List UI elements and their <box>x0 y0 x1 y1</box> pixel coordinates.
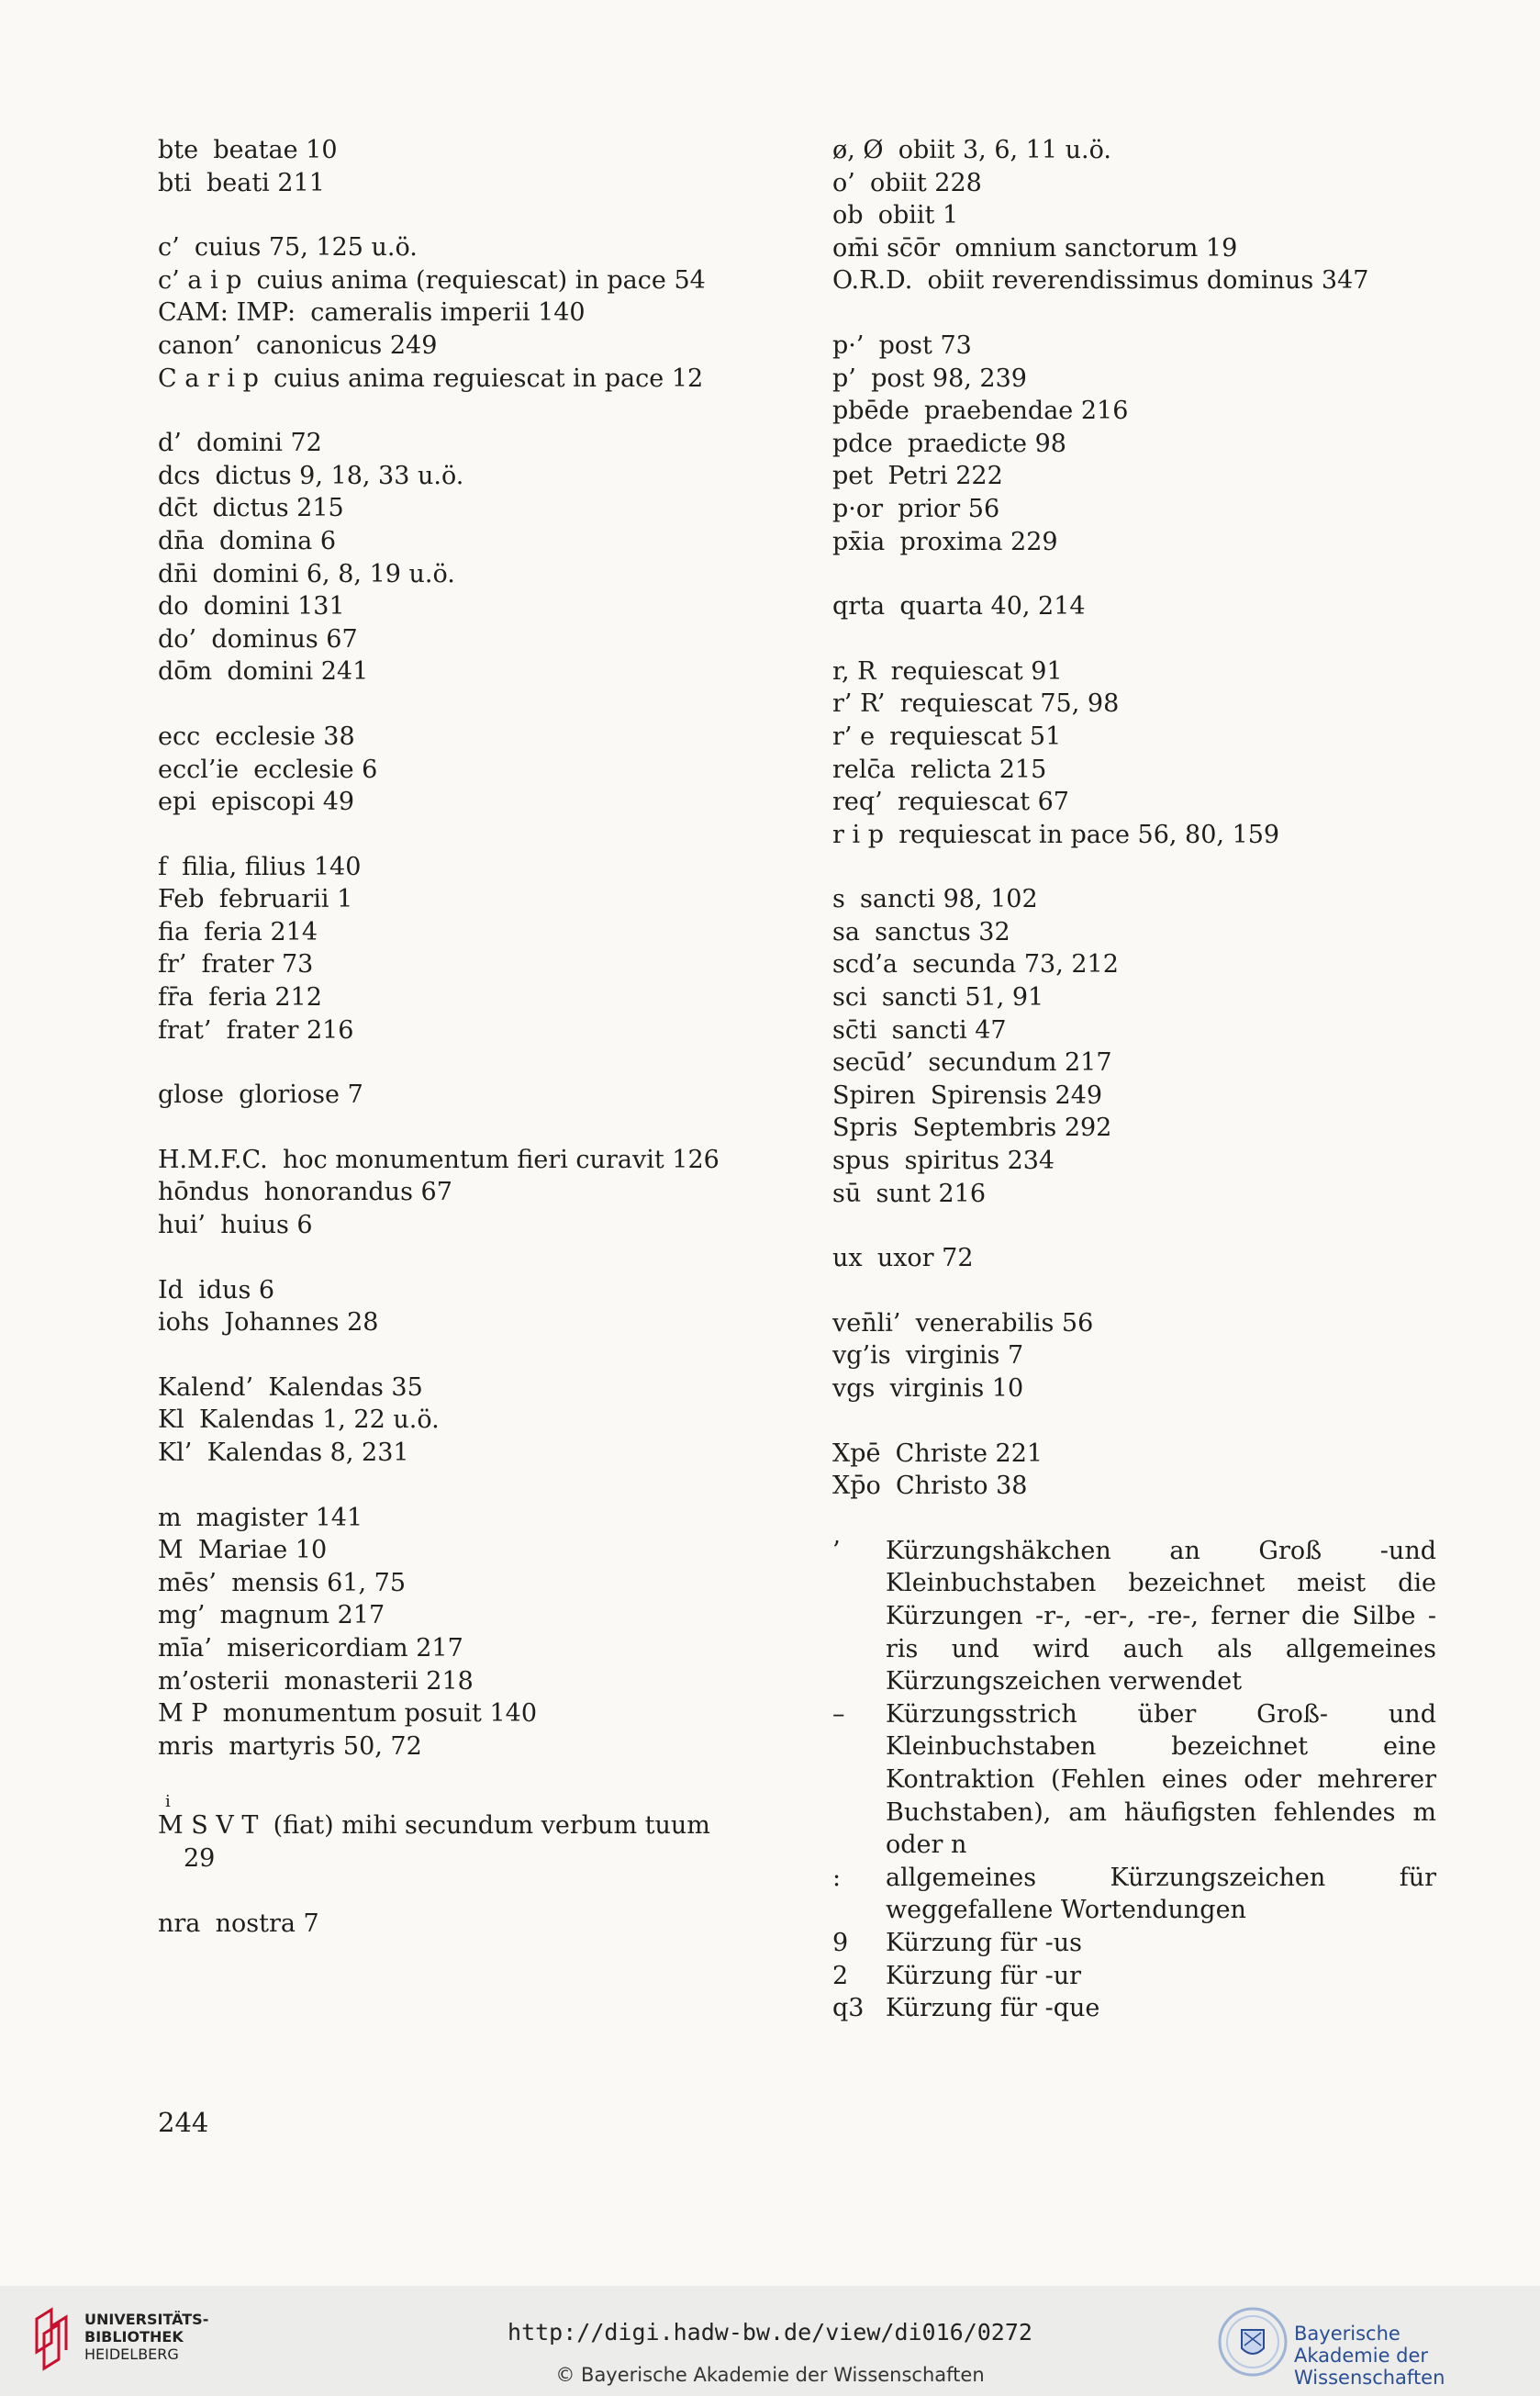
expansion: februarii 1 <box>218 885 353 914</box>
abbreviation-entry <box>158 1014 800 1047</box>
abbreviation-entry <box>158 427 800 460</box>
academy-line-2: Akademie der Wissenschaften <box>1294 2345 1445 2389</box>
abbreviation-entry <box>158 948 800 981</box>
abbreviation: ob <box>832 201 864 230</box>
expansion: Johannes 28 <box>224 1308 379 1338</box>
abbreviation: s <box>832 885 845 914</box>
academy-line-1: Bayerische <box>1294 2323 1401 2345</box>
abbreviation: p·’ <box>832 330 865 360</box>
superscript-mark: i <box>165 1792 171 1812</box>
abbreviation: dc̄t <box>158 494 198 523</box>
abbreviation-entry <box>832 1178 1456 1211</box>
abbreviation: ux <box>832 1244 863 1273</box>
note-text: Kürzungsstrich über Groß- und Kleinbuchstaben bezeichnet eine Kontraktion (Fehlen eines oder mehrerer Buchstaben), am häufigsten fehlendes m oder n <box>886 1699 1436 1860</box>
expansion: beati 211 <box>206 168 325 197</box>
expansion: episcopi 49 <box>211 788 355 817</box>
entry-group <box>832 134 1456 297</box>
abbreviation-entry <box>158 1697 800 1730</box>
abbreviation: mīa’ <box>158 1633 212 1663</box>
abbreviation-entry <box>158 1730 800 1763</box>
expansion: proxima 229 <box>899 527 1058 556</box>
expansion: feria 214 <box>204 917 318 946</box>
institution-line-2: BIBLIOTHEK <box>84 2328 184 2346</box>
abbreviation: px̄ia <box>832 527 886 556</box>
note-item <box>832 1960 1456 1993</box>
note-text: Kürzung für -ur <box>886 1961 1082 1990</box>
abbreviation-entry <box>832 1339 1456 1372</box>
abbreviation-entry <box>832 721 1456 754</box>
abbreviation-entry <box>158 1567 800 1600</box>
expansion: beatae 10 <box>213 136 338 164</box>
note-text: Kürzungshäkchen an Groß -und Kleinbuchstaben bezeichnet meist die Kürzungen -r-, -er-, -re-, ferner die Silbe -ris und wird auch als allgemeines Kürzungszeichen verwendet <box>886 1536 1436 1696</box>
abbreviation-entry <box>158 1274 800 1307</box>
expansion: virginis 10 <box>889 1374 1024 1403</box>
abbreviation-entry <box>158 1502 800 1535</box>
academy-name <box>1294 2323 1540 2389</box>
expansion: Kalendas 35 <box>268 1372 423 1402</box>
abbreviation: p·or <box>832 494 884 523</box>
note-item <box>832 1992 1456 2025</box>
abbreviation: Spiren <box>832 1080 916 1110</box>
abbreviation: sa <box>832 917 860 946</box>
abbreviation-entry <box>158 1372 800 1405</box>
entry-group <box>158 134 800 199</box>
abbreviation: r i p <box>832 820 884 849</box>
expansion: monumentum posuit 140 <box>222 1699 538 1729</box>
expansion: Petri 222 <box>887 462 1003 491</box>
abbreviation: CAM: IMP: <box>158 298 296 328</box>
abbreviation-entry <box>158 1599 800 1632</box>
expansion: secundum 217 <box>928 1048 1112 1078</box>
abbreviation: m <box>158 1503 182 1532</box>
expansion: spiritus 234 <box>904 1147 1055 1176</box>
abbreviation-entry <box>832 688 1456 721</box>
abbreviation-entry <box>158 1632 800 1665</box>
abbreviation-entry <box>158 363 800 396</box>
abbreviation-entry <box>832 1307 1456 1340</box>
entry-group <box>158 231 800 395</box>
abbreviation-entry <box>158 721 800 754</box>
expansion: requiescat 67 <box>897 788 1069 817</box>
note-symbol: : <box>832 1863 842 1892</box>
abbreviation: fr’ <box>158 950 187 980</box>
expansion: sancti 51, 91 <box>881 983 1044 1013</box>
expansion: martyris 50, 72 <box>229 1731 422 1761</box>
abbreviation-entry <box>832 819 1456 852</box>
abbreviation: Kl <box>158 1405 184 1435</box>
left-column <box>158 134 800 1972</box>
expansion: post 98, 239 <box>871 364 1027 393</box>
abbreviation: om̄i sc̄ōr <box>832 233 941 263</box>
expansion: nostra 7 <box>215 1909 319 1938</box>
expansion: uxor 72 <box>876 1244 974 1273</box>
note-text: Kürzung für -que <box>886 1994 1100 2023</box>
abbreviation-entry <box>158 330 800 363</box>
abbreviation: m’osterii <box>158 1666 270 1696</box>
institution-line-1: UNIVERSITÄTS- <box>84 2311 209 2328</box>
note-item <box>832 1698 1456 1862</box>
expansion: Septembris 292 <box>912 1114 1112 1143</box>
abbreviation: dn̄a <box>158 526 205 555</box>
note-text: Kürzung für -us <box>886 1928 1082 1957</box>
entry-group <box>832 655 1456 852</box>
abbreviation: c’ <box>158 233 180 263</box>
abbreviation-entry <box>158 754 800 787</box>
abbreviation: mēs’ <box>158 1568 218 1597</box>
abbreviation: Kl’ <box>158 1439 193 1467</box>
abbreviation: fr̄a <box>158 983 194 1013</box>
abbreviation: epi <box>158 788 196 817</box>
abbreviation-entry <box>832 1145 1456 1178</box>
entry-group <box>158 1502 800 1763</box>
expansion: requiescat 75, 98 <box>899 689 1120 719</box>
expansion: obiit 1 <box>877 201 959 230</box>
abbreviation-entry <box>832 264 1456 297</box>
abbreviation-entry <box>832 1112 1456 1145</box>
abbreviation: Kalend’ <box>158 1372 254 1402</box>
note-symbol: 2 <box>832 1961 849 1990</box>
expansion: hoc monumentum fieri curavit 126 <box>282 1145 720 1174</box>
abbreviation-entry <box>158 623 800 656</box>
abbreviation: canon’ <box>158 330 241 360</box>
expansion: mensis 61, 75 <box>231 1568 406 1597</box>
abbreviation-entry <box>158 134 800 167</box>
abbreviation-entry <box>832 786 1456 819</box>
abbreviation-entry <box>832 428 1456 461</box>
expansion: omnium sanctorum 19 <box>954 233 1238 263</box>
expansion: domini 131 <box>203 592 345 621</box>
note-symbol: ’ <box>832 1536 841 1565</box>
expansion: relicta 215 <box>909 755 1047 784</box>
entry-group <box>158 1274 800 1339</box>
entry-group <box>832 883 1456 1210</box>
page-reference: 29 <box>184 1843 216 1873</box>
abbreviation: pet <box>832 462 874 491</box>
abbreviation-entry <box>158 167 800 200</box>
entry-group <box>832 1438 1456 1503</box>
expansion: filia, filius 140 <box>182 852 362 881</box>
abbreviation-entry <box>158 492 800 525</box>
abbreviation: qrta <box>832 592 886 621</box>
abbreviation: c’ a i p <box>158 265 242 295</box>
entry-group <box>832 330 1456 558</box>
expansion: obiit 3, 6, 11 u.ö. <box>898 136 1111 164</box>
abbreviation-entry <box>832 167 1456 200</box>
abbreviation-entry <box>158 590 800 623</box>
expansion: (fiat) mihi secundum verbum tuum <box>273 1811 710 1841</box>
expansion: Kalendas 8, 231 <box>206 1439 409 1467</box>
expansion: obiit 228 <box>870 168 982 197</box>
expansion: feria 212 <box>208 983 322 1013</box>
abbreviation-notes <box>832 1535 1456 2025</box>
abbreviation: fia <box>158 917 190 946</box>
entry-group <box>832 590 1456 623</box>
abbreviation-entry <box>158 1665 800 1698</box>
expansion: cuius anima (requiescat) in pace 54 <box>256 265 706 295</box>
entry-group <box>158 1144 800 1242</box>
abbreviation: vg’is <box>832 1341 891 1371</box>
abbreviation-entry <box>158 297 800 330</box>
expansion: idus 6 <box>198 1275 275 1304</box>
abbreviation-entry <box>832 1438 1456 1471</box>
abbreviation: mris <box>158 1731 215 1761</box>
expansion: secunda 73, 212 <box>912 950 1119 980</box>
abbreviation: M <box>158 1536 184 1565</box>
abbreviation-entry <box>832 981 1456 1014</box>
abbreviation-entry <box>158 1908 800 1941</box>
academy-seal-icon <box>1211 2302 1294 2381</box>
abbreviation: Xp̄o <box>832 1472 881 1501</box>
institution-line-3: HEIDELBERG <box>84 2346 179 2363</box>
expansion: prior 56 <box>898 494 1000 523</box>
expansion: misericordiam 217 <box>227 1633 463 1663</box>
expansion: virginis 7 <box>905 1341 1024 1371</box>
expansion: cuius anima reguiescat in pace 12 <box>273 364 704 393</box>
note-item <box>832 1535 1456 1698</box>
abbreviation-entry <box>158 1209 800 1242</box>
abbreviation: glose <box>158 1080 225 1110</box>
entry-group <box>158 1908 800 1941</box>
abbreviation-entry <box>832 493 1456 526</box>
abbreviation-entry <box>832 526 1456 559</box>
abbreviation: sc̄ti <box>832 1015 877 1045</box>
entry-group <box>158 1372 800 1470</box>
abbreviation: req’ <box>832 788 883 817</box>
abbreviation-entry <box>832 1470 1456 1503</box>
abbreviation-entry <box>832 1372 1456 1405</box>
entry-group <box>158 851 800 1047</box>
expansion: Christo 38 <box>895 1472 1028 1501</box>
abbreviation: pbēde <box>832 397 909 426</box>
entry-group <box>158 1079 800 1112</box>
abbreviation: scd’a <box>832 950 898 980</box>
abbreviation-entry <box>832 232 1456 265</box>
abbreviation: O.R.D. <box>832 266 913 296</box>
abbreviation: relc̄a <box>832 755 896 784</box>
abbreviation: bte <box>158 136 199 164</box>
entry-group <box>158 721 800 819</box>
expansion: huius 6 <box>220 1211 313 1240</box>
abbreviation-entry <box>158 1437 800 1470</box>
expansion: cuius 75, 125 u.ö. <box>194 233 418 263</box>
abbreviation: C a r i p <box>158 364 259 393</box>
abbreviation: eccl’ie <box>158 755 240 784</box>
abbreviation: do’ <box>158 624 197 654</box>
abbreviation: pdce <box>832 429 893 458</box>
abbreviation-entry <box>158 460 800 493</box>
abbreviation-entry <box>158 786 800 819</box>
abbreviation-entry <box>158 655 800 689</box>
abbreviation: Spris <box>832 1114 898 1143</box>
abbreviation-entry <box>832 590 1456 623</box>
abbreviation: sū <box>832 1179 862 1208</box>
abbreviation: r’ R’ <box>832 689 886 719</box>
expansion: Christe 221 <box>895 1439 1043 1468</box>
expansion: gloriose 7 <box>239 1080 363 1110</box>
abbreviation-entry <box>832 948 1456 981</box>
expansion: Spirensis 249 <box>930 1080 1103 1110</box>
expansion: dictus 9, 18, 33 u.ö. <box>215 461 464 490</box>
abbreviation-entry <box>158 1144 800 1177</box>
abbreviation-entry <box>158 1404 800 1437</box>
abbreviation: M P <box>158 1699 208 1729</box>
expansion: sancti 98, 102 <box>860 885 1038 914</box>
entry-group <box>158 1792 800 1875</box>
abbreviation: Id <box>158 1275 184 1304</box>
abbreviation: frat’ <box>158 1015 212 1045</box>
abbreviation: H.M.F.C. <box>158 1145 268 1174</box>
expansion: requiescat 51 <box>889 722 1062 751</box>
abbreviation: ven̄li’ <box>832 1308 901 1338</box>
abbreviation: bti <box>158 168 192 197</box>
expansion: domina 6 <box>218 526 336 555</box>
abbreviation-entry <box>832 460 1456 493</box>
expansion: post 73 <box>878 330 972 360</box>
abbreviation: r’ e <box>832 722 876 751</box>
abbreviation: mg’ <box>158 1601 206 1630</box>
abbreviation-entry <box>832 1080 1456 1113</box>
expansion: sunt 216 <box>876 1179 987 1208</box>
expansion: domini 6, 8, 19 u.ö. <box>212 559 455 588</box>
expansion: canonicus 249 <box>256 330 438 360</box>
abbreviation: dn̄i <box>158 559 198 588</box>
expansion: ecclesie 38 <box>215 722 355 751</box>
abbreviation: dcs <box>158 461 201 490</box>
note-item <box>832 1862 1456 1927</box>
abbreviation-entry <box>158 558 800 591</box>
abbreviation: vgs <box>832 1374 876 1403</box>
expansion: praebendae 216 <box>924 397 1129 426</box>
note-item <box>832 1927 1456 1960</box>
abbreviation-entry <box>832 134 1456 167</box>
expansion: magnum 217 <box>219 1601 385 1630</box>
abbreviation-entry <box>158 1809 800 1842</box>
expansion: honorandus 67 <box>263 1178 452 1207</box>
abbreviation: p’ <box>832 364 856 393</box>
abbreviation-entry <box>832 916 1456 949</box>
abbreviation-entry <box>158 916 800 949</box>
note-symbol: – <box>832 1699 845 1729</box>
abbreviation-entry <box>832 330 1456 363</box>
abbreviation-entry <box>832 754 1456 787</box>
note-text: allgemeines Kürzungszeichen für weggefallene Wortendungen <box>886 1863 1436 1925</box>
expansion: requiescat in pace 56, 80, 159 <box>898 820 1280 849</box>
abbreviation: ø, Ø <box>832 136 884 164</box>
entry-group <box>832 1242 1456 1275</box>
expansion: domini 241 <box>227 657 369 687</box>
abbreviation-entry <box>158 1306 800 1339</box>
expansion: cameralis imperii 140 <box>310 298 586 328</box>
entry-group <box>158 427 800 689</box>
abbreviation: d’ <box>158 429 182 458</box>
abbreviation-entry <box>158 525 800 558</box>
note-symbol: 9 <box>832 1928 849 1957</box>
abbreviation: M S V T <box>158 1811 259 1841</box>
abbreviation-entry <box>158 883 800 916</box>
copyright-notice: © Bayerische Akademie der Wissenschaften <box>555 2364 985 2386</box>
abbreviation: hui’ <box>158 1211 206 1240</box>
permalink-url[interactable]: http://digi.hadw-bw.de/view/di016/0272 <box>508 2319 1032 2346</box>
abbreviation: dōm <box>158 657 213 687</box>
abbreviation: nra <box>158 1909 201 1938</box>
abbreviation-entry <box>832 1014 1456 1047</box>
abbreviation: hōndus <box>158 1178 250 1207</box>
abbreviation-entry <box>832 883 1456 916</box>
expansion: frater 216 <box>226 1015 354 1045</box>
expansion: domini 72 <box>196 429 322 458</box>
abbreviation: Feb <box>158 885 205 914</box>
expansion: sanctus 32 <box>875 917 1010 946</box>
expansion: frater 73 <box>201 950 314 980</box>
abbreviation-entry <box>158 1079 800 1112</box>
expansion: dominus 67 <box>211 624 358 654</box>
abbreviation-entry <box>158 981 800 1014</box>
expansion: praedicte 98 <box>907 429 1066 458</box>
abbreviation: do <box>158 592 189 621</box>
expansion: Mariae 10 <box>197 1536 328 1565</box>
entry-group <box>832 1307 1456 1405</box>
expansion: magister 141 <box>195 1503 363 1532</box>
abbreviation: f <box>158 852 167 881</box>
expansion: ecclesie 6 <box>253 755 378 784</box>
expansion: venerabilis 56 <box>915 1308 1094 1338</box>
abbreviation-entry <box>158 1176 800 1209</box>
abbreviation: spus <box>832 1147 890 1176</box>
viewer-footer <box>0 2286 1540 2396</box>
expansion: requiescat 91 <box>890 656 1063 686</box>
abbreviation-entry <box>832 1047 1456 1080</box>
abbreviation-entry <box>158 1534 800 1567</box>
note-symbol: q3 <box>832 1994 865 2023</box>
expansion: monasterii 218 <box>284 1666 474 1696</box>
abbreviation-entry <box>832 395 1456 428</box>
abbreviation-entry <box>832 199 1456 232</box>
abbreviation: iohs <box>158 1308 210 1338</box>
expansion: dictus 215 <box>212 494 344 523</box>
abbreviation: sci <box>832 983 867 1013</box>
abbreviation: r, R <box>832 656 876 686</box>
abbreviation: secūd’ <box>832 1048 914 1078</box>
abbreviation: o’ <box>832 168 855 197</box>
abbreviation: ecc <box>158 722 201 751</box>
abbreviation-entry <box>832 363 1456 396</box>
abbreviation-entry <box>158 264 800 297</box>
expansion: obiit reverendissimus dominus 347 <box>927 266 1369 296</box>
expansion: Kalendas 1, 22 u.ö. <box>199 1405 440 1435</box>
abbreviation-entry <box>158 231 800 264</box>
abbreviation-entry <box>158 851 800 884</box>
expansion: quarta 40, 214 <box>899 592 1086 621</box>
abbreviation-entry <box>832 655 1456 689</box>
abbreviation: Xpē <box>832 1439 881 1468</box>
expansion: sancti 47 <box>891 1015 1007 1045</box>
abbreviation-entry <box>832 1242 1456 1275</box>
right-column <box>832 134 1456 2025</box>
page-number: 244 <box>158 2107 209 2138</box>
